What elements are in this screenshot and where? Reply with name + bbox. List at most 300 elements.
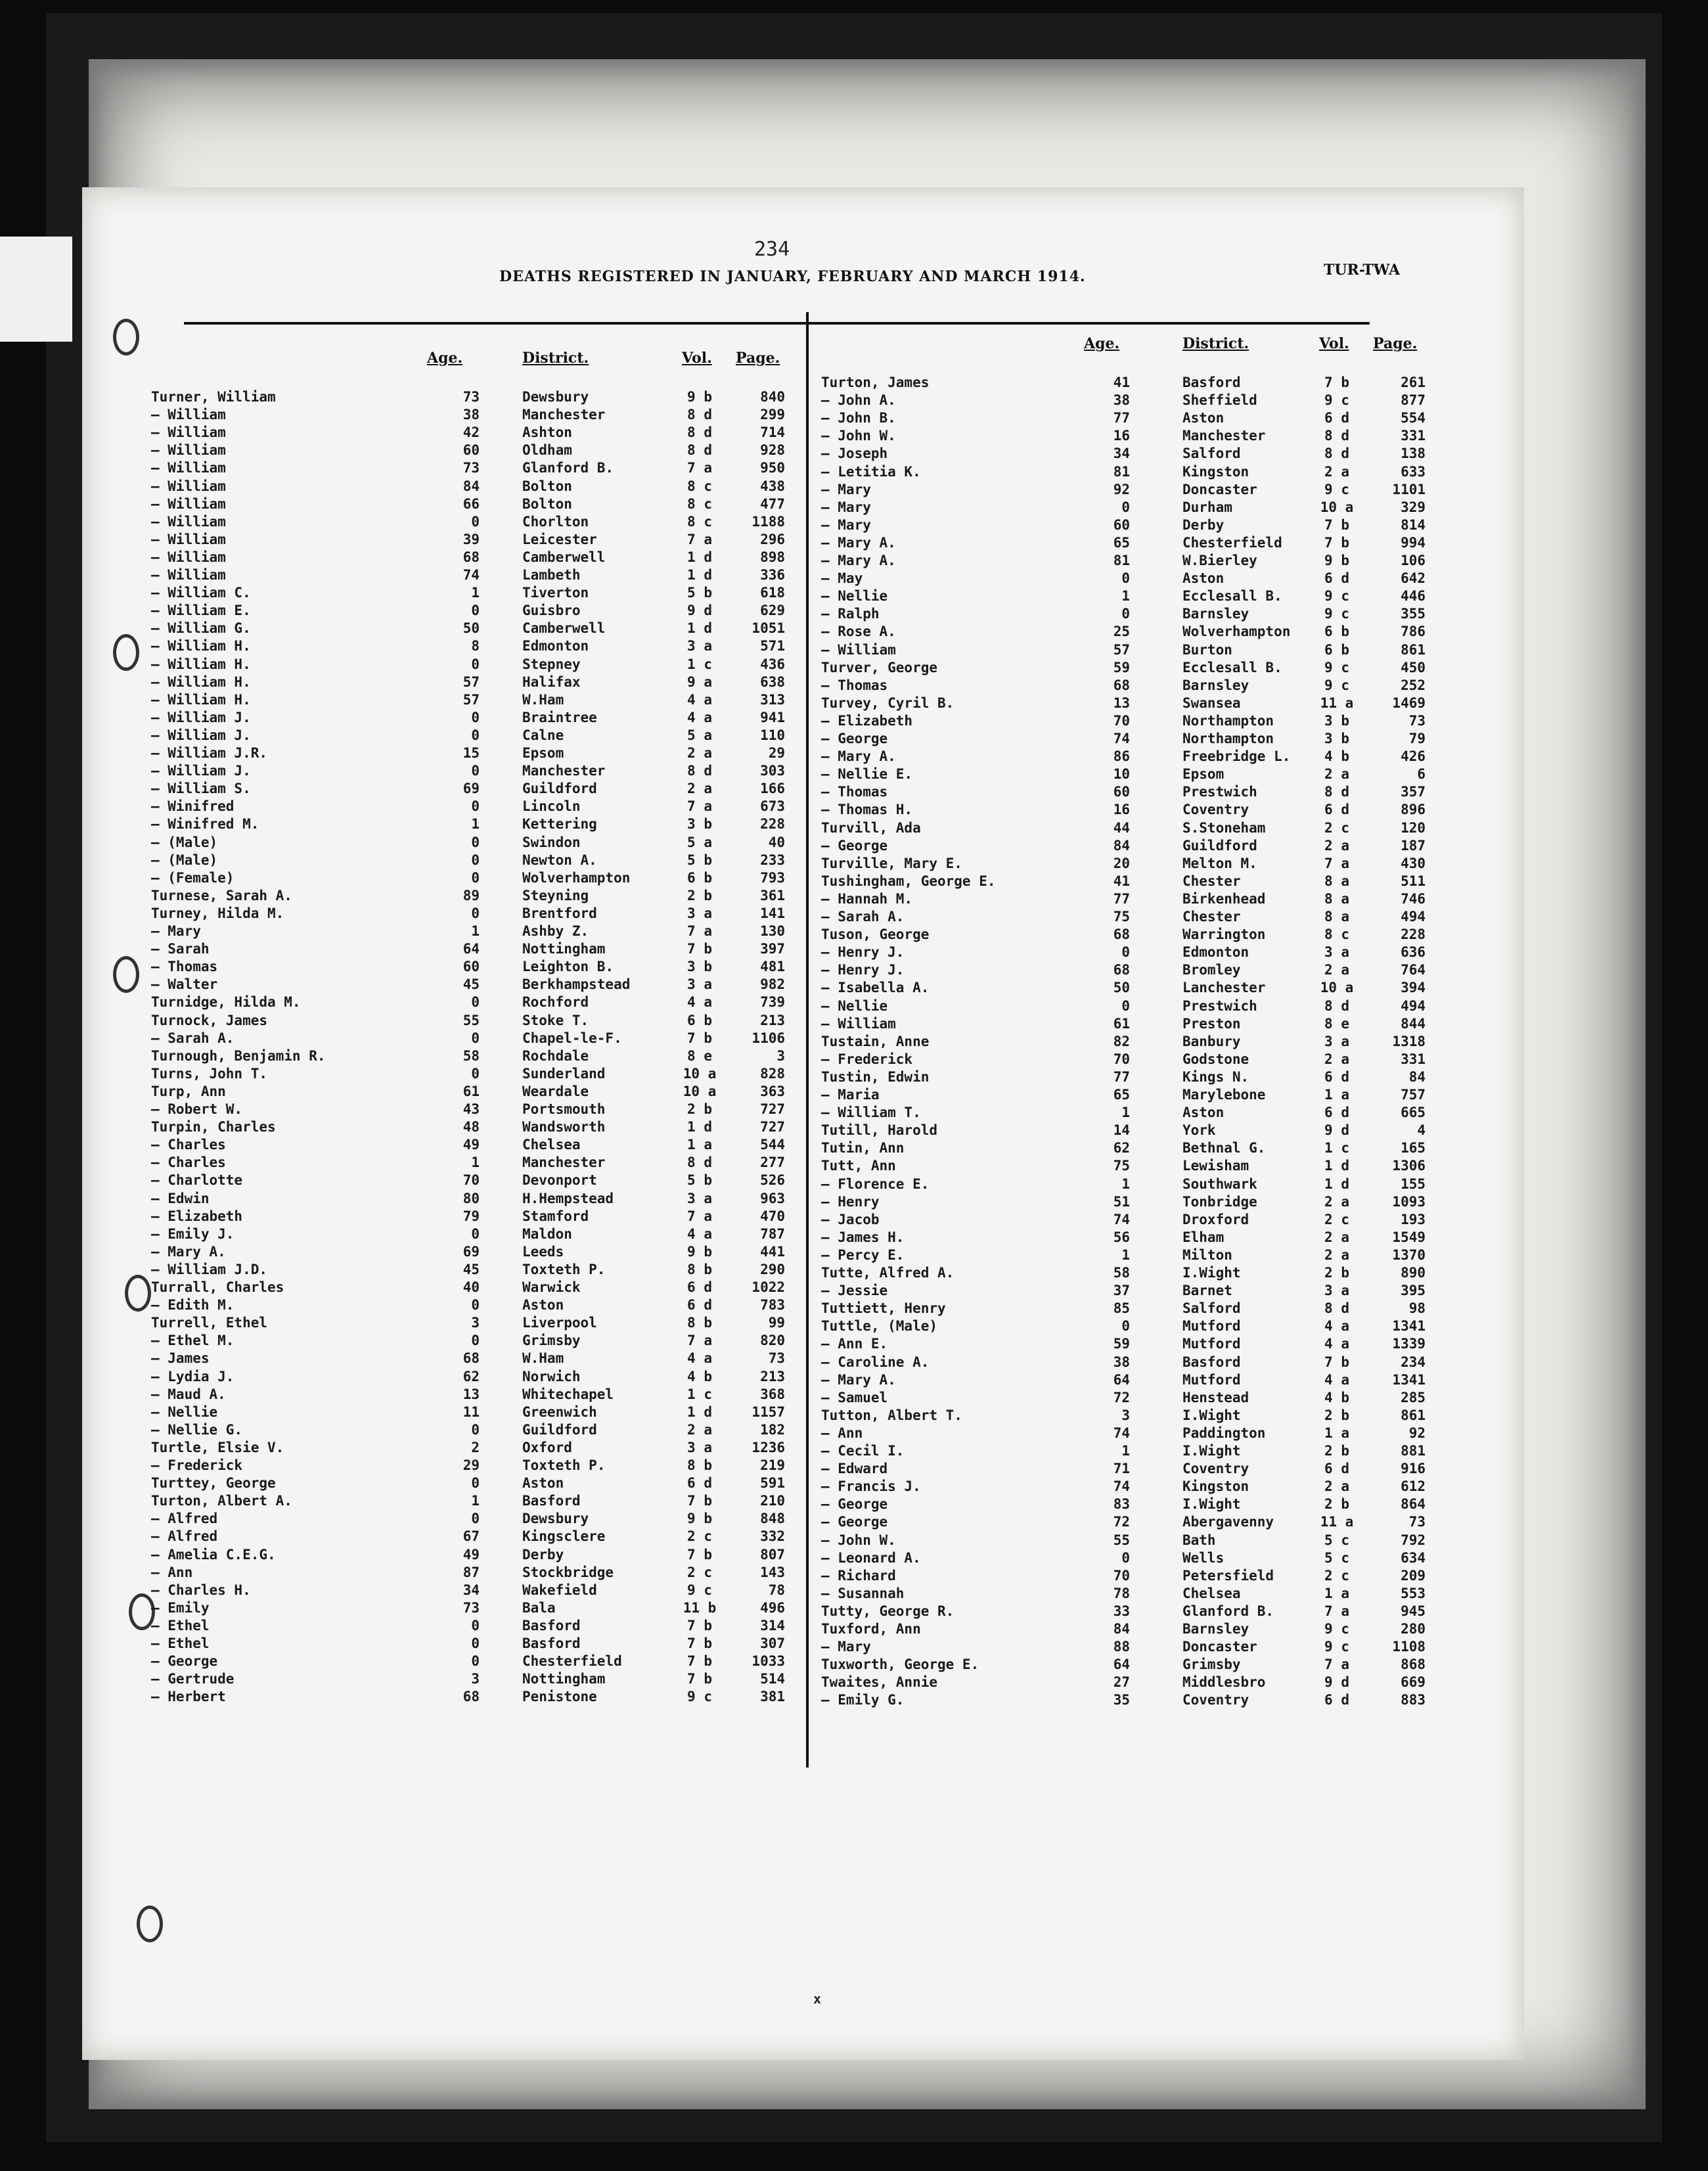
punch-hole-icon bbox=[113, 319, 139, 355]
entry-district: Stoke T. bbox=[522, 1012, 589, 1028]
entry-page: 1106 bbox=[752, 1030, 785, 1046]
entry-volume: 6 d bbox=[1324, 802, 1349, 818]
entry-page: 441 bbox=[760, 1243, 785, 1260]
entry-age: 20 bbox=[1113, 855, 1130, 871]
entry-volume: 9 c bbox=[1324, 481, 1349, 497]
index-entry-row bbox=[815, 1549, 1426, 1568]
entry-page: 213 bbox=[760, 1368, 785, 1384]
entry-volume: 3 a bbox=[1324, 1283, 1349, 1299]
entry-volume: 7 b bbox=[687, 1653, 712, 1670]
entry-volume: 2 a bbox=[1324, 1229, 1349, 1245]
entry-volume: 3 b bbox=[687, 959, 712, 975]
entry-district: Coventry bbox=[1182, 802, 1249, 818]
entry-volume: 11 a bbox=[1320, 695, 1354, 711]
entry-name: Tuxford, Ann bbox=[821, 1621, 921, 1637]
entry-volume: 8 a bbox=[1324, 873, 1349, 889]
entry-page: 807 bbox=[760, 1546, 785, 1563]
entry-district: Whitechapel bbox=[522, 1386, 614, 1402]
entry-district: Kingsclere bbox=[522, 1528, 606, 1545]
index-entry-row bbox=[151, 1350, 801, 1368]
entry-district: Burton bbox=[1182, 641, 1232, 658]
entry-district: Bolton bbox=[522, 495, 572, 512]
entry-name: — Mary A. bbox=[821, 1371, 896, 1388]
entry-age: 68 bbox=[462, 1689, 480, 1705]
index-entry-row bbox=[151, 1528, 801, 1546]
entry-name: — Mary A. bbox=[821, 748, 896, 765]
entry-page: 336 bbox=[760, 567, 785, 583]
entry-district: Chesterfield bbox=[1182, 534, 1282, 551]
entry-district: I.Wight bbox=[1182, 1265, 1241, 1281]
entry-page: 494 bbox=[1401, 997, 1426, 1014]
entry-district: Camberwell bbox=[522, 620, 606, 637]
index-entry-row bbox=[815, 516, 1426, 535]
entry-volume: 9 c bbox=[1324, 606, 1349, 622]
entry-name: — George bbox=[821, 1514, 888, 1530]
entry-page: 397 bbox=[760, 941, 785, 957]
entry-name: Turrall, Charles bbox=[151, 1279, 284, 1295]
entry-page: 739 bbox=[760, 994, 785, 1011]
index-entry-row bbox=[815, 1246, 1426, 1265]
entry-age: 0 bbox=[471, 1617, 480, 1634]
entry-age: 61 bbox=[1113, 1015, 1130, 1032]
entry-age: 87 bbox=[462, 1564, 480, 1580]
entry-district: Glanford B. bbox=[522, 460, 614, 476]
entry-age: 45 bbox=[462, 1261, 480, 1277]
entry-name: — William bbox=[151, 478, 226, 494]
entry-age: 56 bbox=[1113, 1229, 1130, 1245]
index-entry-row bbox=[815, 748, 1426, 766]
index-entry-row bbox=[815, 1478, 1426, 1496]
index-entry-row bbox=[151, 656, 801, 674]
entry-district: Wells bbox=[1182, 1549, 1225, 1566]
entry-page: 638 bbox=[760, 674, 785, 690]
entry-volume: 6 d bbox=[1324, 1105, 1349, 1121]
entry-volume: 6 b bbox=[1324, 641, 1349, 658]
entry-volume: 5 a bbox=[687, 727, 712, 743]
entry-name: — Emily J. bbox=[151, 1225, 235, 1242]
index-entry-row bbox=[151, 1653, 801, 1671]
index-entry-row bbox=[815, 1300, 1426, 1318]
entry-name: — William bbox=[151, 549, 226, 565]
entry-name: — Edwin bbox=[151, 1190, 210, 1206]
entry-volume: 5 b bbox=[687, 1172, 712, 1189]
entry-name: — Thomas H. bbox=[821, 802, 913, 818]
entry-volume: 4 b bbox=[687, 1368, 712, 1384]
entry-volume: 10 a bbox=[1320, 499, 1354, 515]
entry-volume: 8 c bbox=[1324, 926, 1349, 943]
entry-district: W.Bierley bbox=[1182, 553, 1257, 568]
entry-page: 928 bbox=[760, 442, 785, 459]
entry-district: Toxteth P. bbox=[522, 1457, 606, 1473]
entry-page: 209 bbox=[1401, 1567, 1426, 1584]
index-entry-row bbox=[815, 1158, 1426, 1176]
entry-age: 77 bbox=[1113, 890, 1130, 907]
entry-age: 0 bbox=[471, 1030, 480, 1046]
entry-name: Tutton, Albert T. bbox=[821, 1407, 962, 1423]
entry-district: Lambeth bbox=[522, 567, 581, 583]
index-entry-row bbox=[815, 1193, 1426, 1212]
entry-volume: 1 d bbox=[687, 1404, 712, 1420]
entry-district: Ashby Z. bbox=[522, 923, 589, 939]
entry-volume: 5 c bbox=[1324, 1549, 1349, 1566]
entry-volume: 3 a bbox=[1324, 1033, 1349, 1049]
entry-name: — Charlotte bbox=[151, 1172, 243, 1189]
entry-name: Turner, William bbox=[151, 389, 276, 405]
entry-name: — John W. bbox=[821, 428, 896, 444]
entry-district: Portsmouth bbox=[522, 1101, 606, 1117]
entry-name: — Henry bbox=[821, 1193, 880, 1210]
index-entry-row bbox=[151, 585, 801, 603]
entry-page: 786 bbox=[1401, 624, 1426, 640]
entry-age: 50 bbox=[462, 620, 480, 637]
entry-page: 4 bbox=[1417, 1122, 1426, 1139]
entry-name: — Caroline A. bbox=[821, 1354, 930, 1370]
entry-volume: 9 b bbox=[687, 1243, 712, 1260]
entry-name: Tutte, Alfred A. bbox=[821, 1265, 955, 1281]
entry-age: 67 bbox=[462, 1528, 480, 1545]
entry-name: — George bbox=[151, 1653, 218, 1670]
entry-volume: 6 d bbox=[687, 1297, 712, 1314]
entry-district: Ashton bbox=[522, 424, 572, 441]
entry-name: — Samuel bbox=[821, 1389, 888, 1405]
entry-district: Basford bbox=[522, 1493, 581, 1509]
entry-district: Aston bbox=[522, 1297, 564, 1314]
entry-district: W.Ham bbox=[522, 691, 564, 708]
entry-name: — William bbox=[821, 641, 896, 658]
index-entry-row bbox=[151, 923, 801, 941]
index-entry-row bbox=[151, 781, 801, 798]
entry-volume: 9 c bbox=[1324, 392, 1349, 409]
index-entry-row bbox=[151, 976, 801, 994]
entry-page: 307 bbox=[760, 1635, 785, 1651]
entry-volume: 9 c bbox=[687, 1689, 712, 1705]
entry-volume: 8 d bbox=[687, 442, 712, 459]
entry-volume: 9 b bbox=[687, 389, 712, 405]
entry-district: H.Hempstead bbox=[522, 1190, 614, 1206]
header-rule bbox=[184, 322, 1370, 325]
entry-name: Turrell, Ethel bbox=[151, 1315, 268, 1331]
entry-district: Wolverhampton bbox=[1182, 624, 1291, 640]
entry-age: 71 bbox=[1113, 1461, 1130, 1477]
entry-name: — William bbox=[151, 495, 226, 512]
entry-age: 16 bbox=[1113, 428, 1130, 444]
entry-age: 35 bbox=[1113, 1692, 1130, 1708]
entry-volume: 2 a bbox=[1324, 962, 1349, 978]
page-header: Page. bbox=[736, 350, 780, 367]
entry-page: 303 bbox=[760, 763, 785, 779]
entry-page: 1093 bbox=[1392, 1193, 1426, 1210]
entry-district: Aston bbox=[1182, 410, 1225, 426]
entry-district: Northampton bbox=[1182, 712, 1274, 729]
entry-district: Lincoln bbox=[522, 798, 581, 815]
entry-page: 477 bbox=[760, 495, 785, 512]
entry-page: 155 bbox=[1401, 1176, 1426, 1192]
entry-name: Tuson, George bbox=[821, 926, 930, 943]
entry-volume: 4 a bbox=[687, 1350, 712, 1367]
entry-name: — William bbox=[151, 424, 226, 441]
index-entry-row bbox=[151, 1565, 801, 1582]
entry-age: 50 bbox=[1113, 980, 1130, 996]
entry-district: Barnsley bbox=[1182, 606, 1249, 622]
entry-volume: 9 c bbox=[687, 1582, 712, 1598]
punch-hole-icon bbox=[113, 956, 139, 993]
entry-age: 16 bbox=[1113, 802, 1130, 818]
index-entry-row bbox=[151, 870, 801, 888]
entry-page: 633 bbox=[1401, 463, 1426, 480]
entry-page: 1370 bbox=[1392, 1246, 1426, 1263]
index-entry-row bbox=[815, 819, 1426, 838]
index-entry-row bbox=[815, 428, 1426, 446]
entry-district: Salford bbox=[1182, 446, 1241, 462]
entry-age: 1 bbox=[471, 585, 480, 601]
entry-page: 792 bbox=[1401, 1532, 1426, 1548]
entry-district: Ecclesall B. bbox=[1182, 588, 1282, 605]
entry-volume: 8 d bbox=[687, 763, 712, 779]
entry-name: — William H. bbox=[151, 691, 251, 708]
page-header: Page. bbox=[1373, 335, 1418, 352]
entry-page: 526 bbox=[760, 1172, 785, 1189]
index-entry-row bbox=[815, 1122, 1426, 1140]
index-entry-row bbox=[151, 816, 801, 834]
entry-age: 38 bbox=[1113, 392, 1130, 409]
entry-page: 355 bbox=[1401, 606, 1426, 622]
entry-volume: 1 d bbox=[687, 1119, 712, 1135]
entry-district: Prestwich bbox=[1182, 784, 1257, 800]
entry-volume: 8 d bbox=[1324, 446, 1349, 462]
entry-name: — Cecil I. bbox=[821, 1443, 905, 1459]
index-entry-row bbox=[815, 1461, 1426, 1478]
entry-name: — William bbox=[151, 513, 226, 530]
entry-district: Manchester bbox=[522, 407, 606, 423]
entry-volume: 8 d bbox=[687, 424, 712, 441]
index-entry-row bbox=[815, 1639, 1426, 1657]
entry-age: 45 bbox=[462, 976, 480, 993]
entry-page: 727 bbox=[760, 1119, 785, 1135]
entry-age: 0 bbox=[471, 1297, 480, 1314]
entry-age: 84 bbox=[1113, 837, 1130, 854]
entry-age: 78 bbox=[1113, 1585, 1130, 1601]
index-entry-row bbox=[815, 855, 1426, 873]
entry-page: 233 bbox=[760, 852, 785, 868]
entry-page: 165 bbox=[1401, 1140, 1426, 1156]
entry-district: Doncaster bbox=[1182, 481, 1257, 497]
entry-name: — Mary bbox=[821, 499, 871, 515]
entry-volume: 9 c bbox=[1324, 588, 1349, 605]
entry-age: 0 bbox=[471, 1333, 480, 1349]
entry-name: — Herbert bbox=[151, 1689, 226, 1705]
entry-age: 73 bbox=[462, 460, 480, 476]
entry-page: 571 bbox=[760, 638, 785, 654]
entry-age: 68 bbox=[1113, 677, 1130, 693]
entry-name: — Richard bbox=[821, 1567, 896, 1584]
entry-district: Edmonton bbox=[522, 638, 589, 654]
entry-page: 290 bbox=[760, 1261, 785, 1277]
entry-age: 86 bbox=[1113, 748, 1130, 765]
entry-page: 73 bbox=[768, 1350, 785, 1367]
index-entry-row bbox=[815, 1354, 1426, 1372]
entry-age: 34 bbox=[1113, 446, 1130, 462]
entry-district: Steyning bbox=[522, 887, 589, 903]
entry-volume: 7 b bbox=[687, 1617, 712, 1634]
entry-volume: 2 b bbox=[1324, 1265, 1349, 1281]
entry-volume: 7 b bbox=[687, 1493, 712, 1509]
entry-district: Coventry bbox=[1182, 1692, 1249, 1708]
entry-district: Barnsley bbox=[1182, 677, 1249, 693]
entry-age: 37 bbox=[1113, 1283, 1130, 1299]
entry-name: Tutty, George R. bbox=[821, 1603, 955, 1619]
entry-age: 0 bbox=[471, 1511, 480, 1527]
index-entry-row bbox=[815, 410, 1426, 428]
entry-name: — William bbox=[151, 531, 226, 547]
entry-district: Glanford B. bbox=[1182, 1603, 1274, 1619]
entry-page: 73 bbox=[1408, 712, 1426, 729]
index-entry-row bbox=[815, 624, 1426, 641]
entry-page: 252 bbox=[1401, 677, 1426, 693]
entry-district: Newton A. bbox=[522, 852, 597, 868]
entry-age: 70 bbox=[1113, 1051, 1130, 1067]
entry-page: 665 bbox=[1401, 1105, 1426, 1121]
entry-age: 0 bbox=[471, 763, 480, 779]
entry-page: 828 bbox=[760, 1065, 785, 1082]
entry-volume: 7 a bbox=[687, 1333, 712, 1349]
entry-volume: 11 b bbox=[683, 1599, 717, 1616]
index-entry-row bbox=[151, 727, 801, 745]
index-entry-row bbox=[151, 424, 801, 442]
index-entry-row bbox=[815, 1283, 1426, 1300]
entry-age: 0 bbox=[471, 1065, 480, 1082]
entry-name: — Mary A. bbox=[821, 534, 896, 551]
entry-page: 381 bbox=[760, 1689, 785, 1705]
entry-age: 57 bbox=[1113, 641, 1130, 658]
entry-age: 58 bbox=[1113, 1265, 1130, 1281]
entry-page: 1033 bbox=[752, 1653, 785, 1670]
entry-name: Turver, George bbox=[821, 659, 938, 675]
index-entry-row bbox=[815, 1443, 1426, 1461]
entry-district: Mutford bbox=[1182, 1371, 1241, 1388]
entry-age: 58 bbox=[462, 1047, 480, 1064]
index-entry-row bbox=[815, 1496, 1426, 1514]
entry-page: 361 bbox=[760, 887, 785, 903]
entry-page: 634 bbox=[1401, 1549, 1426, 1566]
entry-page: 544 bbox=[760, 1137, 785, 1153]
entry-district: Stepney bbox=[522, 656, 581, 672]
entry-district: Paddington bbox=[1182, 1425, 1266, 1441]
entry-page: 426 bbox=[1401, 748, 1426, 765]
entry-page: 877 bbox=[1401, 392, 1426, 409]
entry-age: 74 bbox=[1113, 1211, 1130, 1227]
entry-page: 182 bbox=[760, 1421, 785, 1438]
entry-age: 0 bbox=[1121, 1318, 1130, 1335]
entry-name: Tutt, Ann bbox=[821, 1158, 896, 1174]
entry-age: 62 bbox=[462, 1368, 480, 1384]
entry-district: Devonport bbox=[522, 1172, 597, 1189]
entry-district: Oldham bbox=[522, 442, 572, 459]
entry-district: Stamford bbox=[522, 1208, 589, 1224]
entry-page: 714 bbox=[760, 424, 785, 441]
entry-page: 120 bbox=[1401, 819, 1426, 836]
entry-page: 941 bbox=[760, 709, 785, 725]
index-entry-row bbox=[815, 944, 1426, 962]
entry-volume: 10 a bbox=[683, 1083, 717, 1099]
entry-page: 1108 bbox=[1392, 1639, 1426, 1655]
index-entry-row bbox=[151, 442, 801, 460]
entry-age: 0 bbox=[471, 656, 480, 672]
entry-volume: 1 d bbox=[1324, 1158, 1349, 1174]
entry-name: — William H. bbox=[151, 674, 251, 690]
index-entry-row bbox=[151, 1084, 801, 1101]
entry-district: Guildford bbox=[522, 781, 597, 797]
index-entry-row bbox=[151, 549, 801, 567]
entry-age: 0 bbox=[1121, 570, 1130, 587]
entry-age: 39 bbox=[462, 531, 480, 547]
entry-district: Leicester bbox=[522, 531, 597, 547]
entry-name: — Florence E. bbox=[821, 1176, 930, 1192]
entry-page: 296 bbox=[760, 531, 785, 547]
entry-district: Coventry bbox=[1182, 1461, 1249, 1477]
entry-page: 219 bbox=[760, 1457, 785, 1473]
index-range-code: TUR-TWA bbox=[1324, 262, 1401, 279]
entry-district: Weardale bbox=[522, 1083, 589, 1099]
entry-page: 881 bbox=[1401, 1443, 1426, 1459]
entry-district: Warrington bbox=[1182, 926, 1266, 943]
entry-volume: 9 c bbox=[1324, 1621, 1349, 1637]
entry-name: — John B. bbox=[821, 410, 896, 426]
entry-volume: 3 a bbox=[687, 638, 712, 654]
index-entry-row bbox=[151, 888, 801, 905]
entry-volume: 9 c bbox=[1324, 677, 1349, 693]
index-entry-row bbox=[151, 763, 801, 781]
entry-volume: 4 b bbox=[1324, 748, 1349, 765]
entry-page: 1341 bbox=[1392, 1318, 1426, 1335]
entry-volume: 8 d bbox=[1324, 428, 1349, 444]
entry-district: Tonbridge bbox=[1182, 1193, 1257, 1210]
entry-name: — Ann E. bbox=[821, 1336, 888, 1352]
entry-page: 130 bbox=[760, 923, 785, 939]
index-entry-row bbox=[151, 674, 801, 692]
entry-age: 0 bbox=[1121, 499, 1130, 515]
index-entry-row bbox=[815, 588, 1426, 606]
age-header: Age. bbox=[427, 350, 463, 367]
entry-district: Ecclesall B. bbox=[1182, 659, 1282, 675]
entry-name: Turton, James bbox=[821, 375, 930, 390]
entry-page: 861 bbox=[1401, 1407, 1426, 1423]
entry-volume: 4 a bbox=[687, 1225, 712, 1242]
index-entry-row bbox=[815, 446, 1426, 463]
entry-district: Chapel-le-F. bbox=[522, 1030, 622, 1046]
entry-name: — William J.R. bbox=[151, 745, 268, 761]
entry-district: Rochdale bbox=[522, 1047, 589, 1064]
entry-district: Wolverhampton bbox=[522, 869, 631, 886]
entry-volume: 8 d bbox=[1324, 1300, 1349, 1317]
entry-page: 99 bbox=[768, 1315, 785, 1331]
entry-age: 66 bbox=[462, 495, 480, 512]
entry-district: Petersfield bbox=[1182, 1567, 1274, 1584]
entry-name: — Emily G. bbox=[821, 1692, 905, 1708]
entry-age: 0 bbox=[471, 798, 480, 815]
entry-volume: 1 c bbox=[687, 656, 712, 672]
index-entry-row bbox=[151, 994, 801, 1012]
entry-age: 48 bbox=[462, 1119, 480, 1135]
entry-district: Wakefield bbox=[522, 1582, 597, 1598]
entry-age: 79 bbox=[462, 1208, 480, 1224]
index-entry-row bbox=[151, 1618, 801, 1635]
entry-district: Banbury bbox=[1182, 1033, 1241, 1049]
index-entry-row bbox=[151, 603, 801, 620]
index-entry-row bbox=[815, 1229, 1426, 1247]
entry-page: 110 bbox=[760, 727, 785, 743]
index-entry-row bbox=[151, 478, 801, 496]
entry-page: 553 bbox=[1401, 1585, 1426, 1601]
